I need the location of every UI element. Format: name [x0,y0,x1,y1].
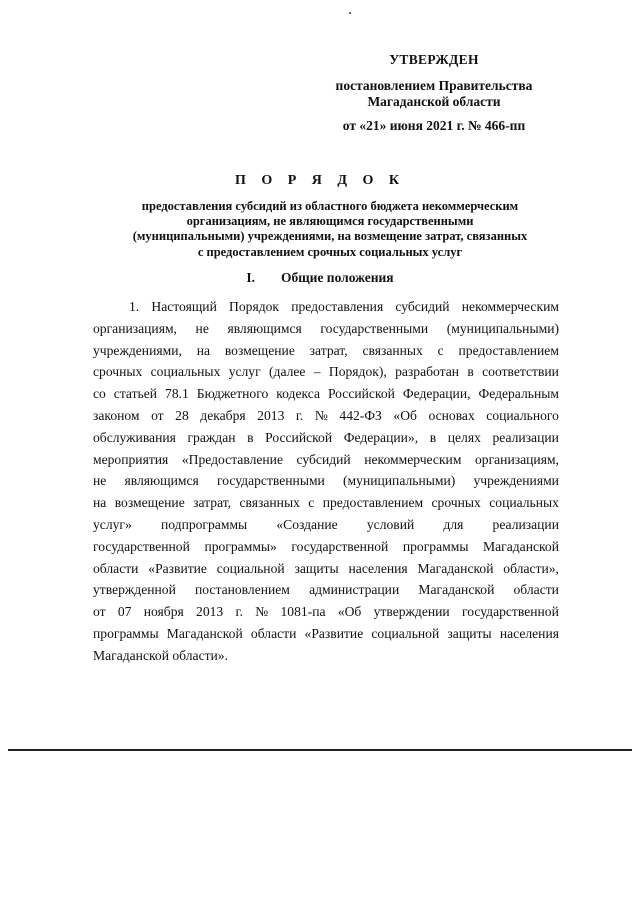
word: в [247,429,254,445]
word: для [443,516,464,532]
word: субсидий [296,451,351,467]
word: статьей [113,386,158,402]
word: 442-ФЗ [339,407,382,423]
word: Магаданской [483,538,559,554]
paragraph-line [93,514,559,536]
word: программы» [204,538,277,554]
word: № [314,407,328,423]
word: условий [366,516,415,532]
word: защиты [447,625,492,641]
paragraph-1 [93,296,559,667]
paragraph-line [93,318,559,340]
word: 07 [117,604,132,620]
word: связанных [362,342,423,358]
word: реализации [492,516,559,532]
subtitle-line: предоставления субсидий из областного бюджета некоммерческим [141,199,519,213]
word: постановлением [195,582,290,598]
word: предоставлением [322,495,424,511]
paragraph-line [93,449,559,471]
word: г. [235,604,243,620]
word: Порядок [229,299,280,314]
word: социальной [216,560,285,576]
word: области [93,560,139,576]
paragraph-line [93,340,559,362]
approved-by-region: Магаданской области [367,94,501,109]
word: являющимся [124,473,199,489]
word: с [437,342,444,358]
word: некоммерческим [364,451,462,467]
word: предоставления [291,299,384,314]
word: «Развитие [304,625,364,641]
word: разработан [395,364,460,380]
paragraph-line [93,536,559,558]
word: социальных [489,495,559,511]
word: «Об [393,407,417,423]
word: организациям, [93,320,177,336]
word: программы [402,538,469,554]
word: 78.1 [165,386,189,402]
word: мероприятия [93,451,169,467]
word: основах [428,407,475,423]
word: области [250,625,297,641]
word: услуг» [93,516,132,532]
paragraph-line [93,405,559,427]
word: соответствии [482,364,559,380]
paragraph-line [93,558,559,580]
word: некоммерческим [461,299,559,314]
word: (муниципальными) [446,320,559,336]
word: социальных [150,364,221,380]
word: не [195,320,209,336]
word: «Создание [276,516,338,532]
word: организациям, [474,451,559,467]
word: утверждении [373,604,450,620]
word: срочных [431,495,481,511]
word: Порядок), [328,364,387,380]
word: администрации [309,582,400,598]
word: граждан [187,429,236,445]
word: Российской [327,386,395,402]
word: населения [499,625,559,641]
word: государственной [291,538,389,554]
word: целях [447,429,481,445]
word: со [93,386,106,402]
subtitle-line: с предоставлением срочных социальных услуг [197,244,463,259]
word: Федерации», [343,429,419,445]
word: «Предоставление [181,451,283,467]
word: защиты [294,560,339,576]
word: реализации [492,429,559,445]
approval-date: от «21» июня 2021 г. № 466-пп [342,118,526,133]
paragraph-line [93,361,559,383]
paragraph-line [93,623,559,645]
word: в [467,364,474,380]
word: субсидий [395,299,450,314]
word: являющимся [227,320,302,336]
document-subtitle [90,199,570,260]
word: области», [503,560,559,576]
approved-label: УТВЕРЖДЕН [389,52,479,67]
word: Магаданской [417,560,494,576]
paragraph-line [93,470,559,492]
word: утвержденной [93,582,176,598]
word: ноября [143,604,184,620]
section-title: Общие положения [281,270,394,285]
subtitle-line: (муниципальными) учреждениями, на возмещение затрат, связанных [132,229,528,244]
word: 2013 [196,604,224,620]
word: учреждениями [473,473,559,489]
scan-dot [349,12,351,14]
word: возмещение [114,495,185,511]
section-heading [0,270,640,286]
word: на [196,342,211,358]
word: не [93,473,107,489]
paragraph-line [93,492,559,514]
word: законом [93,407,140,423]
word: государственной [461,604,559,620]
word: Федеральным [478,386,559,402]
word: Российской [265,429,333,445]
word: (муниципальными) [343,473,456,489]
word: кодекса [276,386,320,402]
word: предоставлением [458,342,559,358]
paragraph-line [93,383,559,405]
word: возмещение [224,342,295,358]
word: от [93,604,106,620]
paragraph-line [93,296,559,318]
word: г. [295,407,304,423]
word: затрат, [193,495,232,511]
word: подпрограммы [160,516,248,532]
word: затрат, [309,342,348,358]
word: «Развитие [148,560,207,576]
word: 1. [129,299,140,314]
word: на [93,495,107,511]
word: социальной [371,625,440,641]
word: услуг [228,364,261,380]
word: государственными [320,320,429,336]
paragraph-line [93,601,559,623]
approved-by-line: постановлением Правительства [335,78,533,93]
word: срочных [93,364,143,380]
word: государственными [217,473,325,489]
word: декабря [200,407,246,423]
word: государственной [93,538,190,554]
word: – [313,364,321,380]
word: области [513,582,559,598]
paragraph-line [93,427,559,449]
word: населения [348,560,408,576]
word: № [255,604,269,620]
word: Федерации, [402,386,471,402]
word: (далее [269,364,306,380]
word: Магаданской [418,582,495,598]
page-bottom-rule [8,749,632,751]
word: «Об [337,604,362,620]
word: Настоящий [151,299,217,314]
section-number: I. [246,270,256,285]
paragraph-line: Магаданской области». [93,647,229,663]
word: 2013 [257,407,285,423]
word: Магаданской [166,625,243,641]
word: 1081-па [280,604,326,620]
approval-stamp [304,52,564,134]
document-title: П О Р Я Д О К [234,173,406,188]
subtitle-line: организациям, не являющимся государственными [186,214,474,229]
word: учреждениями, [93,342,182,358]
word: от [151,407,164,423]
paragraph-line [93,579,559,601]
word: связанных [239,495,300,511]
word: программы [93,625,159,641]
word: Бюджетного [196,386,269,402]
word: обслуживания [93,429,176,445]
word: 28 [175,407,189,423]
word: в [429,429,437,445]
word: социального [486,407,559,423]
word: с [308,495,315,511]
